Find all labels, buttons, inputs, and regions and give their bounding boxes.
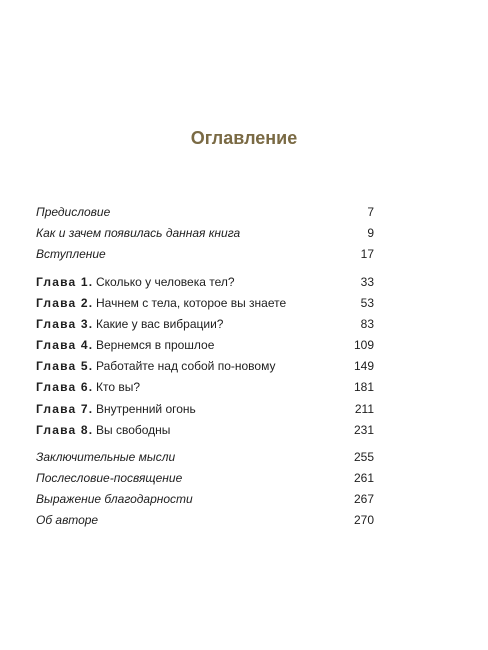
chapter-title: Работайте над собой по-новому [96,359,276,373]
chapter-label: Глава 1. [36,275,94,289]
chapter-title: Вернемся в прошлое [96,338,215,352]
toc-page-number: 53 [360,296,374,310]
chapter-label: Глава 3. [36,317,94,331]
toc-chapter-5[interactable] [36,356,374,376]
toc-page-number: 261 [353,471,374,485]
toc-entry-title: Вступление [36,247,106,261]
chapter-label: Глава 2. [36,296,94,310]
chapter-title: Какие у вас вибрации? [96,317,224,331]
toc-page-number: 17 [360,247,374,261]
toc-page-number: 33 [360,275,374,289]
toc-page-number: 270 [353,513,374,527]
toc-entry-how-book-appeared[interactable] [36,223,374,243]
chapter-title: Внутренний огонь [96,402,196,416]
toc-page-number: 181 [353,380,374,394]
toc-page-number: 9 [367,226,374,240]
chapter-label: Глава 7. [36,402,94,416]
chapter-label: Глава 5. [36,359,94,373]
toc-entry-preface[interactable] [36,202,374,222]
toc-entry-title: Выражение благодарности [36,492,193,506]
toc-entry-final-thoughts[interactable] [36,447,374,467]
toc-entry-about-author[interactable] [36,510,374,530]
chapter-label: Глава 4. [36,338,94,352]
toc-chapter-7[interactable] [36,399,374,419]
toc-page-number: 7 [367,205,374,219]
toc-entry-title: Заключительные мысли [36,450,176,464]
toc-entry-title: Как и зачем появилась данная книга [36,226,241,240]
toc-entry-title: Об авторе [36,513,99,527]
toc-page-number: 267 [353,492,374,506]
toc-entry-title: Предисловие [36,205,111,219]
toc-chapter-8[interactable] [36,420,374,440]
toc-page-number: 255 [353,450,374,464]
toc-page-number: 83 [360,317,374,331]
chapter-title: Начнем с тела, которое вы знаете [96,296,287,310]
chapter-title: Сколько у человека тел? [96,275,235,289]
toc-page-number: 211 [354,402,374,416]
chapter-label: Глава 6. [36,380,94,394]
toc-chapter-2[interactable] [36,293,374,313]
toc-entry-acknowledgements[interactable] [36,489,374,509]
toc-chapter-4[interactable] [36,335,374,355]
chapter-title: Кто вы? [96,380,141,394]
toc-entry-title: Послесловие-посвящение [36,471,183,485]
chapter-title: Вы свободны [96,423,171,437]
toc-chapter-1[interactable] [36,272,374,292]
toc-chapter-6[interactable] [36,377,374,397]
chapter-label: Глава 8. [36,423,94,437]
toc-page-number: 231 [353,423,374,437]
page-title: Оглавление [190,128,298,148]
toc-page-number: 109 [353,338,374,352]
toc-entry-afterword[interactable] [36,468,374,488]
toc-page-number: 149 [353,359,374,373]
toc-chapter-3[interactable] [36,314,374,334]
toc-entry-introduction[interactable] [36,244,374,264]
